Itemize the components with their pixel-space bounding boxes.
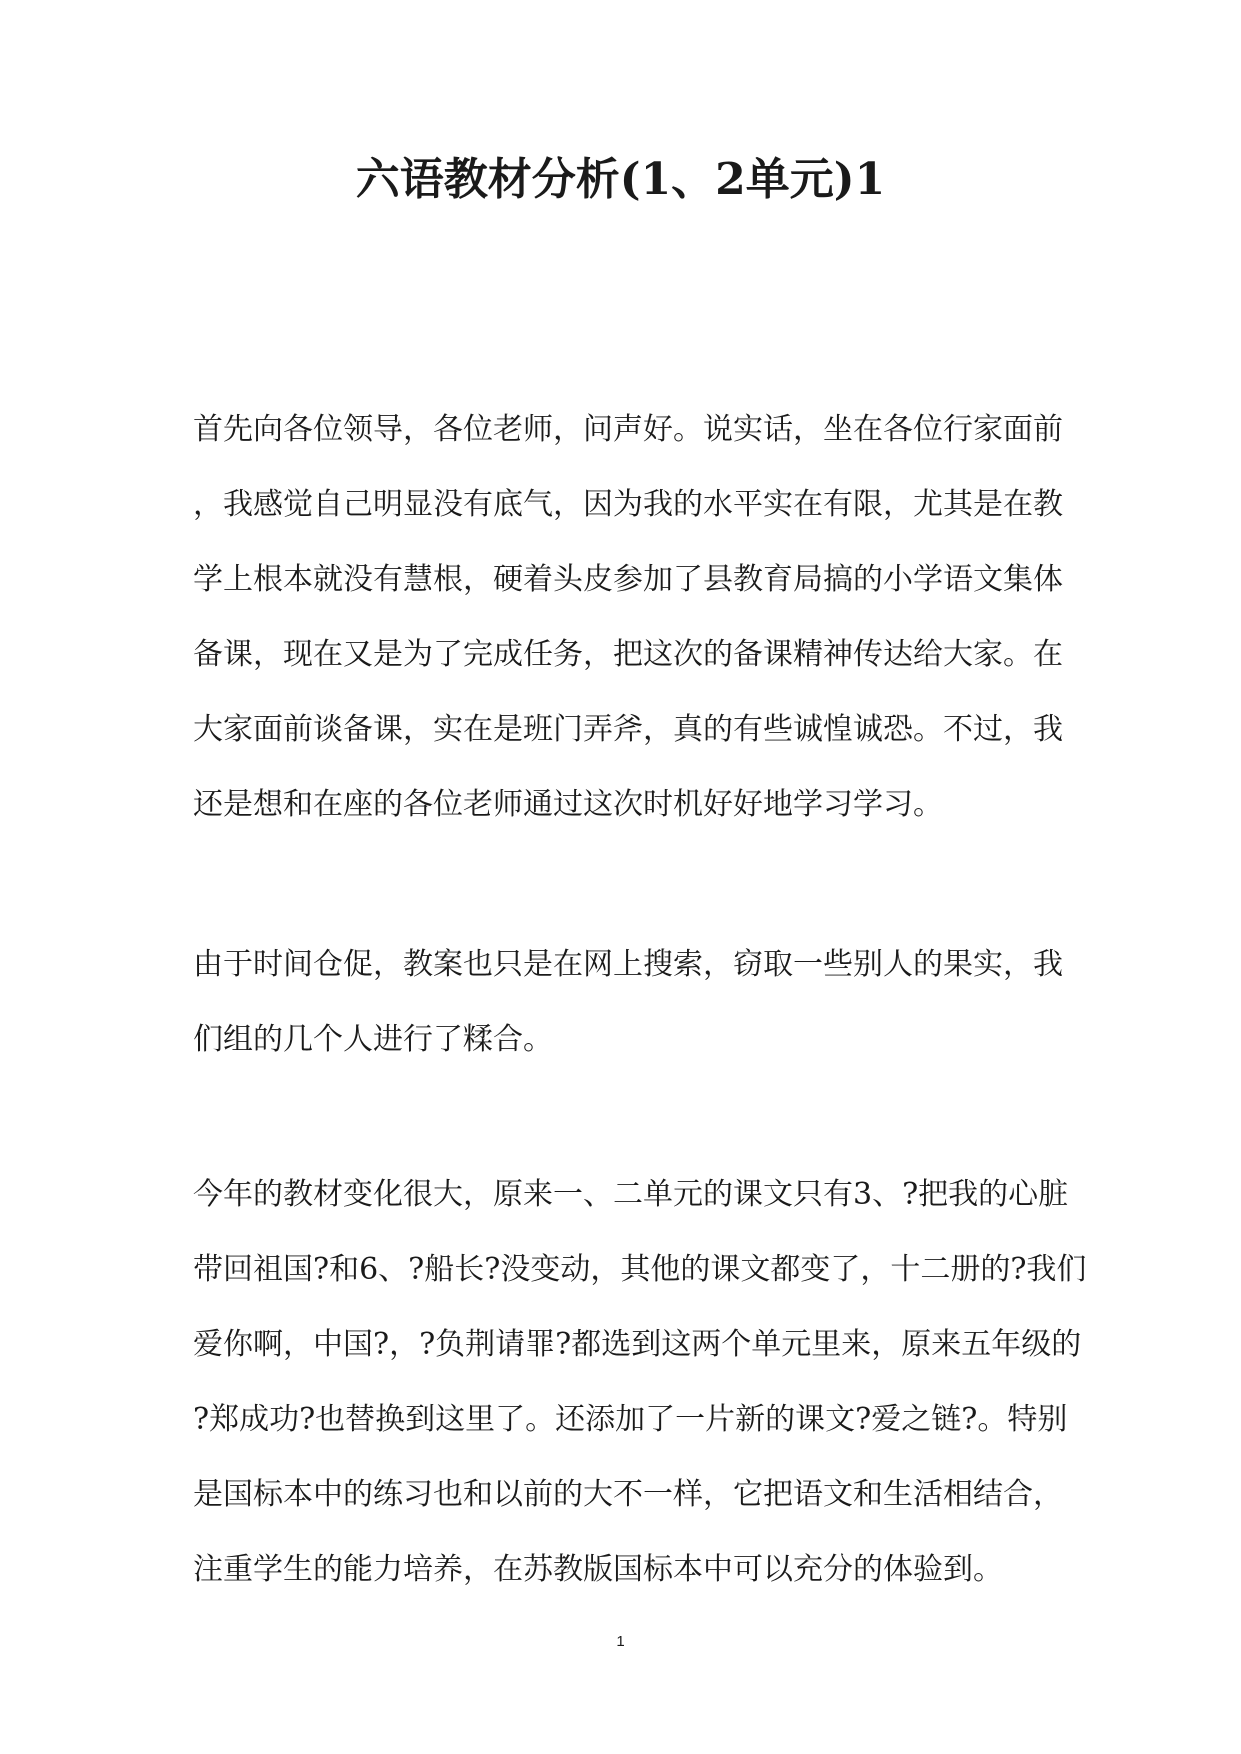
document-title: 六语教材分析(1、2单元)1 [355,154,886,205]
paragraph-line: 注重学生的能力培养，在苏教版国标本中可以充分的体验到。 [193,1552,1003,1587]
paragraph-line: 爱你啊，中国?，?负荆请罪?都选到这两个单元里来，原来五年级的 [193,1327,1082,1362]
paragraph-line: ，我感觉自己明显没有底气，因为我的水平实在有限，尤其是在教 [193,487,1063,522]
paragraph-line: 带回祖国?和6、?船长?没变动，其他的课文都变了，十二册的?我们 [193,1252,1087,1287]
paragraph-line: 还是想和在座的各位老师通过这次时机好好地学习学习。 [193,787,943,822]
paragraph-line: 是国标本中的练习也和以前的大不一样，它把语文和生活相结合， [193,1477,1063,1512]
paragraph-line: 们组的几个人进行了糅合。 [193,1022,553,1057]
paragraph-line: 今年的教材变化很大，原来一、二单元的课文只有3、?把我的心脏 [193,1177,1069,1212]
page-number: 1 [616,1633,625,1650]
paragraph-line: 大家面前谈备课，实在是班门弄斧，真的有些诚惶诚恐。不过，我 [193,712,1063,747]
paragraph-line: 学上根本就没有慧根，硬着头皮参加了县教育局搞的小学语文集体 [193,562,1063,597]
paragraph-lesson-plan-source [193,927,1063,1077]
paragraph-introduction [193,392,1063,842]
paragraph-line: 首先向各位领导，各位老师，问声好。说实话，坐在各位行家面前 [193,412,1063,447]
paragraph-line: 备课，现在又是为了完成任务，把这次的备课精神传达给大家。在 [193,637,1063,672]
paragraph-line: ?郑成功?也替换到这里了。还添加了一片新的课文?爱之链?。特别 [193,1402,1068,1437]
paragraph-textbook-changes [193,1157,1087,1607]
paragraph-line: 由于时间仓促，教案也只是在网上搜索，窃取一些别人的果实，我 [193,947,1063,982]
